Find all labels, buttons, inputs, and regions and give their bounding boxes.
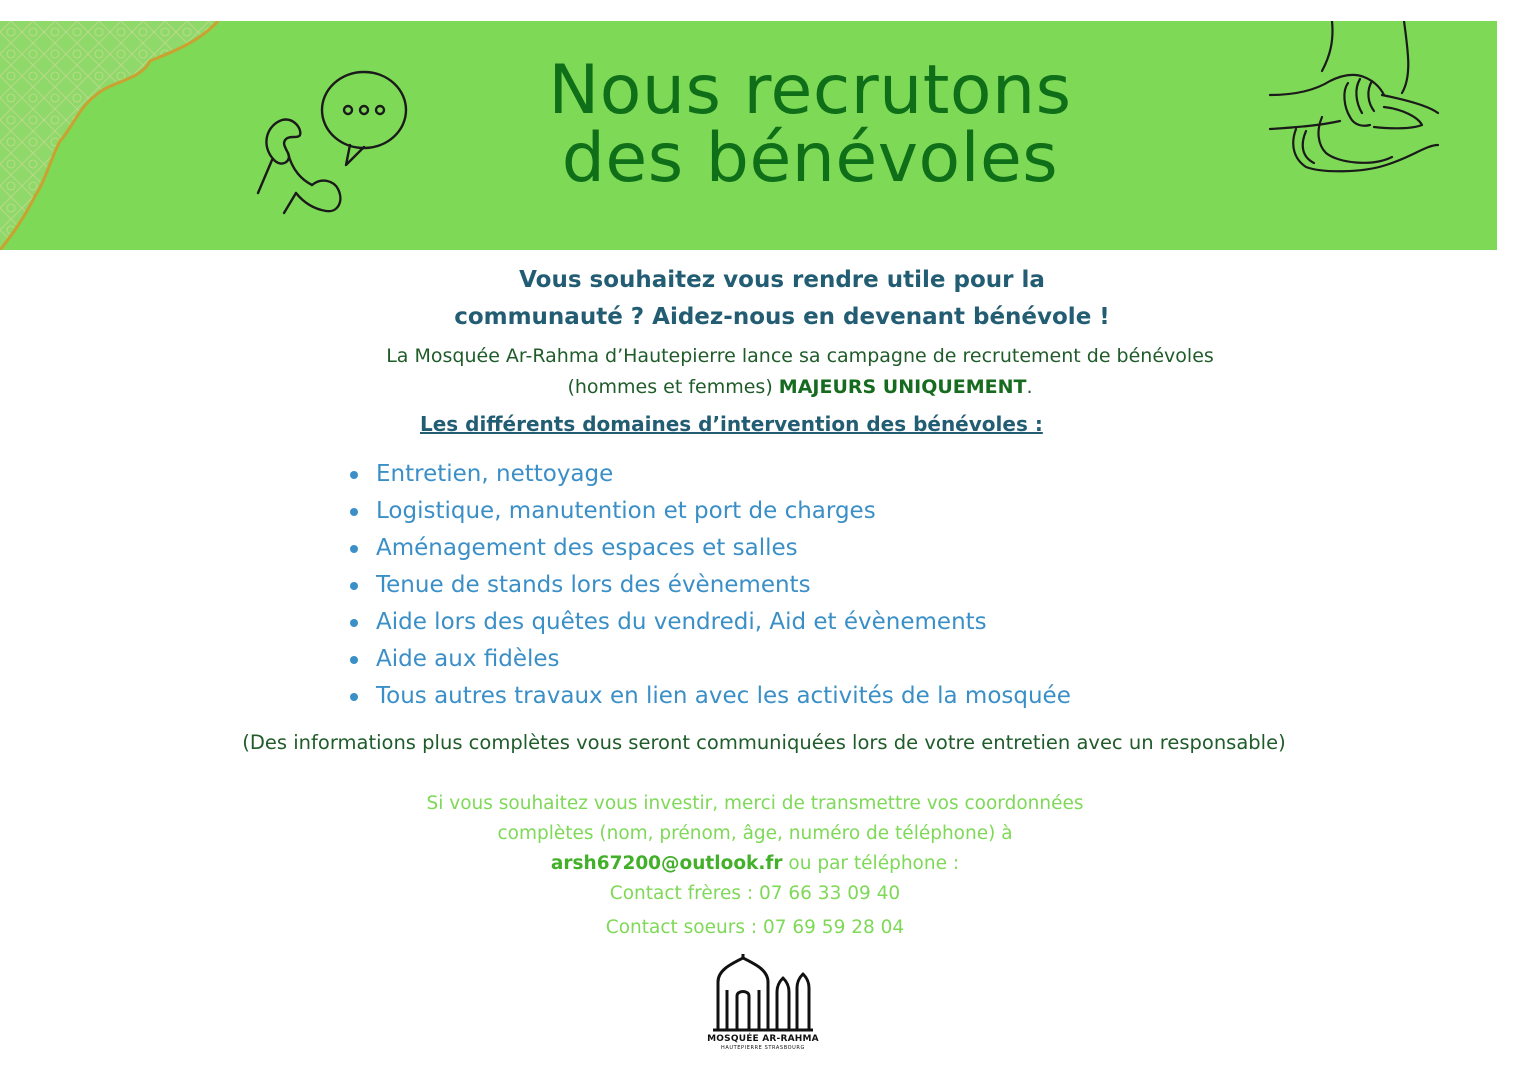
list-item-text: Aménagement des espaces et salles (376, 535, 798, 561)
contact-sisters: Contact soeurs : 07 69 59 28 04 (605, 917, 905, 938)
bullet-icon (350, 656, 358, 664)
bullet-icon (350, 582, 358, 590)
contact-line-2: complètes (nom, prénom, âge, numéro de téléphone) à (497, 823, 1013, 844)
hands-illustration-icon (1262, 21, 1442, 181)
header-banner (0, 21, 1497, 250)
list-item-text: Aide lors des quêtes du vendredi, Aid et évènements (376, 609, 987, 635)
bullet-icon (350, 471, 358, 479)
phone-chat-illustration-icon (252, 65, 412, 215)
list-item-text: Aide aux fidèles (376, 646, 560, 672)
list-item-text: Tenue de stands lors des évènements (376, 572, 811, 598)
list-item (340, 567, 1240, 604)
contact-brothers: Contact frères : 07 66 33 09 40 (609, 883, 901, 904)
page-title (480, 51, 1140, 198)
list-item (340, 678, 1240, 715)
list-item (340, 493, 1240, 530)
bullet-icon (350, 693, 358, 701)
list-item-text: Entretien, nettoyage (376, 461, 614, 487)
intro-line-1: La Mosquée Ar-Rahma d’Hautepierre lance sa campagne de recrutement de bénévoles (386, 345, 1214, 367)
ornament-corner-icon (0, 21, 230, 250)
list-item (340, 604, 1240, 641)
headline-line-1: Vous souhaitez vous rendre utile pour la (519, 267, 1045, 293)
title-line-2: des bénévoles (561, 119, 1059, 198)
email-link[interactable]: arsh67200@outlook.fr (550, 853, 783, 874)
intro-line-2-suffix: . (1026, 376, 1033, 398)
mosque-logo-icon (705, 952, 821, 1034)
list-item (340, 641, 1240, 678)
contact-block (355, 789, 1155, 943)
bullet-icon (350, 508, 358, 516)
list-item (340, 456, 1240, 493)
contact-line-3 (355, 849, 1155, 879)
list-item-text: Logistique, manutention et port de charges (376, 498, 876, 524)
domains-list (340, 456, 1240, 715)
logo-name: MOSQUÉE AR-RAHMA (707, 1034, 819, 1044)
contact-after-email: ou par téléphone : (782, 853, 960, 874)
headline-line-2: communauté ? Aidez-nous en devenant bénévole ! (454, 304, 1110, 330)
bullet-icon (350, 545, 358, 553)
intro-emphasis: MAJEURS UNIQUEMENT (778, 376, 1027, 398)
contact-line-1: Si vous souhaitez vous investir, merci de transmettre vos coordonnées (426, 793, 1084, 814)
bullet-icon (350, 619, 358, 627)
list-item-text: Tous autres travaux en lien avec les activités de la mosquée (376, 683, 1071, 709)
intro-paragraph (320, 341, 1280, 403)
intro-line-2-prefix: (hommes et femmes) (567, 376, 779, 398)
list-item (340, 530, 1240, 567)
title-line-1: Nous recrutons (548, 51, 1072, 130)
info-note: (Des informations plus complètes vous seront communiquées lors de votre entretien avec un responsable) (242, 731, 1286, 754)
logo-subtitle: HAUTEPIERRE STRASBOURG (721, 1045, 805, 1051)
mosque-logo (705, 952, 821, 1052)
intro-line-2 (320, 372, 1280, 403)
domains-heading: Les différents domaines d’intervention des bénévoles : (420, 412, 1043, 436)
headline (382, 262, 1182, 336)
